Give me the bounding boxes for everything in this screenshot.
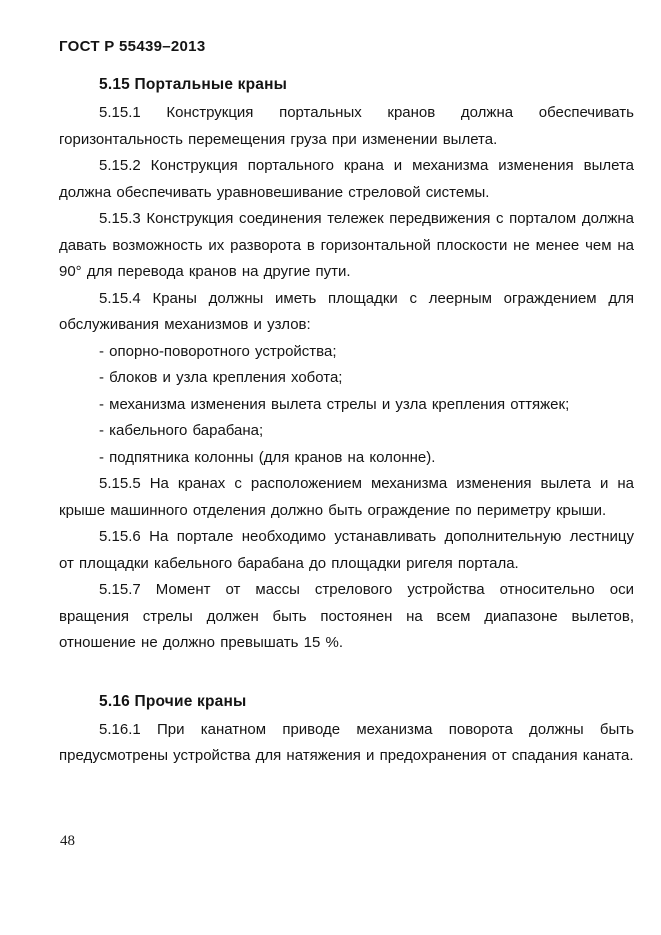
paragraph-5-16-1: 5.16.1 При канатном приводе механизма поворота должны быть предусмотрены устройства для натяжения и предохранения от спадания каната. xyxy=(59,720,634,764)
paragraph-5-15-5: 5.15.5 На кранах с расположением механизма изменения вылета и на крыше машинного отделения должно быть ограждение по периметру крыши. xyxy=(59,475,634,519)
section-heading-5-16: 5.16 Прочие краны xyxy=(99,692,247,710)
paragraph-5-15-7: 5.15.7 Момент от массы стрелового устройства относительно оси вращения стрелы должен быть постоянен на всем диапазоне вылетов, отношение не должно превышать 15 %. xyxy=(59,581,634,651)
list-item-column-bearing: - подпятника колонны (для кранов на колонне). xyxy=(99,448,436,466)
document-content xyxy=(59,74,634,770)
list-item-cable-drum: - кабельного барабана; xyxy=(99,422,264,439)
paragraph-5-15-4: 5.15.4 Краны должны иметь площадки с леерным ограждением для обслуживания механизмов и узлов: xyxy=(59,289,634,333)
list-item-luffing-mechanism: - механизма изменения вылета стрелы и узла крепления оттяжек; xyxy=(99,395,570,413)
paragraph-5-15-1: 5.15.1 Конструкция портальных кранов должна обеспечивать горизонтальность перемещения груза при изменении вылета. xyxy=(59,104,634,148)
paragraph-5-15-2: 5.15.2 Конструкция портального крана и механизма изменения вылета должна обеспечивать уравновешивание стреловой системы. xyxy=(59,157,634,201)
paragraph-5-15-3: 5.15.3 Конструкция соединения тележек передвижения с порталом должна давать возможность их разворота в горизонтальной плоскости не менее чем на 90° для перевода кранов на другие пути. xyxy=(59,210,634,280)
list-item-blocks-trunk: - блоков и узла крепления хобота; xyxy=(99,369,343,386)
section-heading-5-15: 5.15 Портальные краны xyxy=(99,76,288,93)
list-item-slewing-device: - опорно-поворотного устройства; xyxy=(99,342,337,360)
paragraph-5-15-6: 5.15.6 На портале необходимо устанавливать дополнительную лестницу от площадки кабельного барабана до площадки ригеля портала. xyxy=(59,528,634,572)
document-header: ГОСТ Р 55439–2013 xyxy=(59,38,206,55)
page-number: 48 xyxy=(60,833,75,849)
